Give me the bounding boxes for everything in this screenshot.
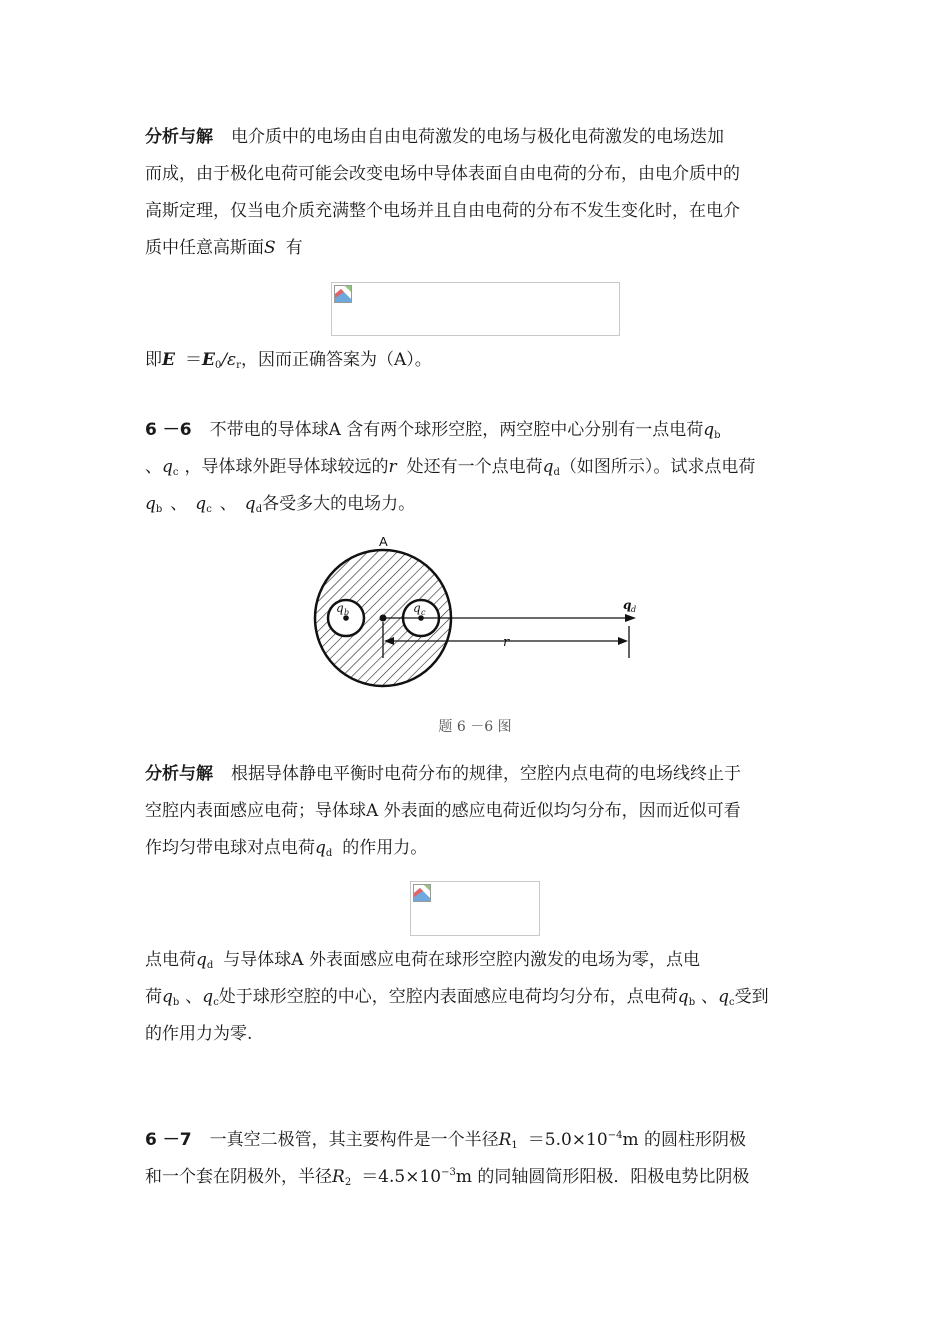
arrow-head	[625, 614, 636, 622]
formula-image-placeholder-2	[410, 881, 540, 936]
label-qd-sub: d	[631, 605, 637, 614]
conductor-sphere-figure	[300, 530, 650, 705]
broken-image-icon	[413, 884, 431, 902]
analysis-heading-2: 分析与解	[145, 764, 213, 784]
analysis-line-3: 高斯定理，仅当电介质充满整个电场并且自由电荷的分布不发生变化时，在电介	[145, 201, 740, 221]
dim-arrow-right	[618, 637, 628, 645]
analysis-line-2: 而成，由于极化电荷可能会改变电场中导体表面自由电荷的分布，由电介质中的	[145, 164, 740, 184]
question-6-7-line-2: 和一个套在阴极外，半径$R_2 =4.5\times 10^{-3}m$ 的同轴圆筒形阳极．阳极电势比阴极	[145, 1167, 750, 1188]
label-A: A	[379, 534, 388, 549]
question-6-6-line-3: $q_b$ 、 $q_c$ 、 $q_d$各受多大的电场力。	[145, 494, 416, 515]
label-qb-sub: b	[344, 608, 350, 617]
conclusion-line-3: 的作用力为零.	[145, 1024, 253, 1044]
conclusion-line-1: 点电荷$q_d$ 与导体球A 外表面感应电荷在球形空腔内激发的电场为零，点电	[145, 950, 700, 971]
broken-image-icon	[334, 285, 352, 303]
answer-line: 即$E =E_0/\varepsilon_r$，因而正确答案为（A）。	[145, 350, 432, 371]
analysis2-line-3: 作均匀带电球对点电荷$q_d$ 的作用力。	[145, 838, 428, 859]
label-qc-sub: c	[421, 608, 426, 617]
label-qc: q	[413, 601, 421, 615]
conclusion-line-2: 荷$q_b$ 、$q_c$处于球形空腔的中心，空腔内表面感应电荷均匀分布，点电荷$q_b$ 、$q_c$受到	[145, 987, 769, 1008]
figure-caption: 题 6 －6 图	[438, 719, 512, 735]
analysis-heading: 分析与解	[145, 127, 213, 147]
question-6-6-line-1: 6 －6 不带电的导体球A 含有两个球形空腔，两空腔中心分别有一点电荷$q_b$	[145, 420, 721, 441]
question-6-6-line-2: 、$q_c$ ，导体球外距导体球较远的r 处还有一个点电荷$q_d$（如图所示）。试求点电荷	[145, 457, 756, 478]
label-qb: q	[336, 601, 344, 615]
label-qd: q	[623, 598, 632, 612]
analysis2-line-2: 空腔内表面感应电荷；导体球A 外表面的感应电荷近似均匀分布，因而近似可看	[145, 801, 741, 821]
analysis-line-4: 质中任意高斯面S 有	[145, 238, 303, 258]
question-6-7-line-1: 6 －7 一真空二极管，其主要构件是一个半径$R_1 =5.0\times 10^{-4}m$ 的圆柱形阴极	[145, 1130, 746, 1151]
question-number-2: 6 －7	[145, 1130, 192, 1150]
label-r: r	[503, 635, 510, 650]
analysis-line-1: 分析与解 电介质中的电场由自由电荷激发的电场与极化电荷激发的电场迭加	[145, 127, 724, 147]
formula-image-placeholder	[331, 282, 620, 336]
analysis2-line-1: 分析与解 根据导体静电平衡时电荷分布的规律，空腔内点电荷的电场线终止于	[145, 764, 741, 784]
question-number: 6 －6	[145, 420, 192, 440]
